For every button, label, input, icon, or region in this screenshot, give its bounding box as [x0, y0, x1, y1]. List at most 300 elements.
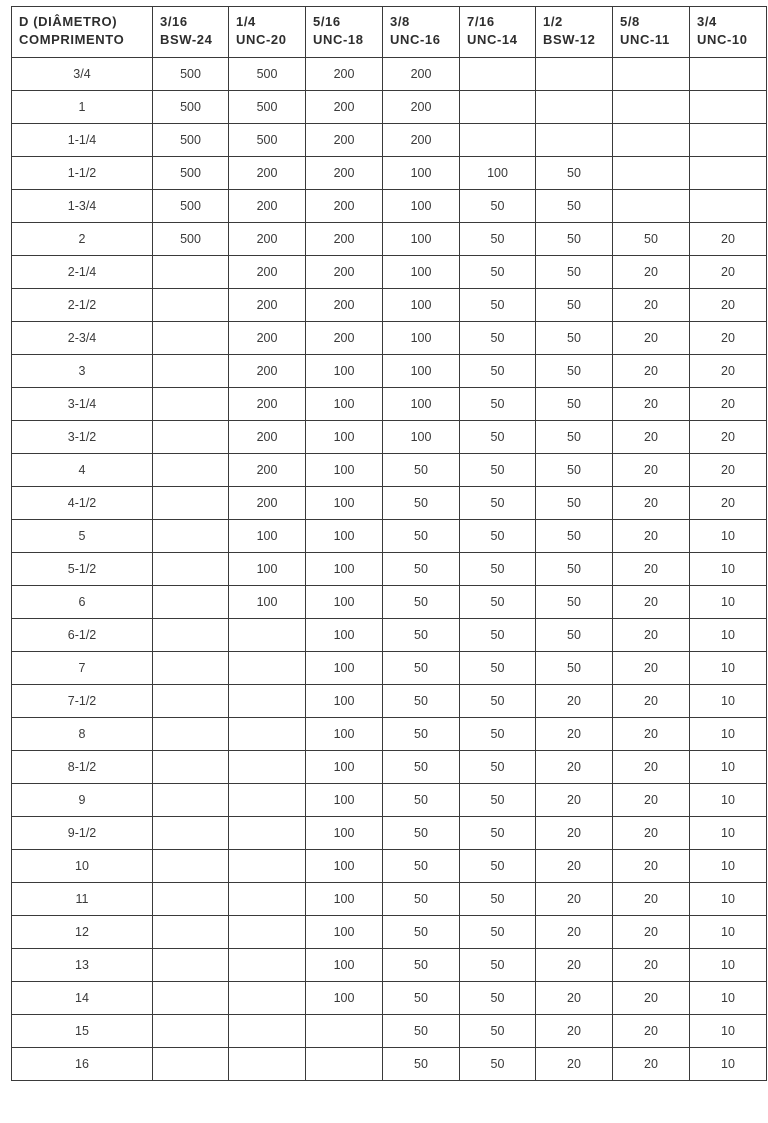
quantity-cell: 50	[383, 652, 460, 685]
quantity-cell: 100	[383, 223, 460, 256]
quantity-cell: 50	[460, 322, 536, 355]
quantity-cell: 20	[613, 718, 690, 751]
quantity-cell: 100	[383, 421, 460, 454]
quantity-cell: 20	[536, 751, 613, 784]
header-line-2: BSW-24	[160, 32, 213, 47]
quantity-cell: 50	[383, 883, 460, 916]
quantity-cell	[306, 1048, 383, 1081]
quantity-cell: 10	[690, 751, 767, 784]
quantity-cell	[229, 982, 306, 1015]
header-line-1: 5/8	[620, 14, 640, 29]
quantity-cell: 50	[460, 718, 536, 751]
quantity-cell: 50	[536, 520, 613, 553]
table-row	[12, 1015, 767, 1048]
quantity-cell: 50	[536, 652, 613, 685]
table-row	[12, 751, 767, 784]
quantity-cell: 50	[613, 223, 690, 256]
quantity-cell: 100	[306, 652, 383, 685]
quantity-cell: 50	[383, 487, 460, 520]
quantity-cell: 10	[690, 652, 767, 685]
table-row	[12, 850, 767, 883]
quantity-cell: 20	[536, 1015, 613, 1048]
quantity-cell: 50	[460, 916, 536, 949]
quantity-cell: 50	[460, 421, 536, 454]
quantity-cell: 10	[690, 850, 767, 883]
quantity-cell: 50	[460, 355, 536, 388]
quantity-cell: 500	[153, 223, 229, 256]
quantity-cell: 200	[306, 289, 383, 322]
quantity-cell: 20	[613, 751, 690, 784]
quantity-cell	[229, 916, 306, 949]
header-line-1: 5/16	[313, 14, 341, 29]
quantity-cell: 10	[690, 1048, 767, 1081]
quantity-cell	[153, 289, 229, 322]
quantity-cell: 50	[460, 817, 536, 850]
quantity-cell: 200	[306, 157, 383, 190]
quantity-cell: 50	[383, 751, 460, 784]
quantity-cell	[460, 124, 536, 157]
quantity-cell	[153, 817, 229, 850]
quantity-cell: 20	[536, 916, 613, 949]
table-row	[12, 223, 767, 256]
length-cell: 7	[12, 652, 153, 685]
quantity-cell: 500	[229, 124, 306, 157]
quantity-cell: 20	[613, 949, 690, 982]
length-cell: 3	[12, 355, 153, 388]
quantity-cell: 50	[536, 553, 613, 586]
length-cell: 3-1/2	[12, 421, 153, 454]
header-line-2: COMPRIMENTO	[19, 32, 125, 47]
quantity-cell: 200	[229, 157, 306, 190]
quantity-cell: 200	[229, 190, 306, 223]
quantity-cell: 50	[383, 454, 460, 487]
quantity-cell	[153, 883, 229, 916]
quantity-cell	[153, 949, 229, 982]
quantity-cell: 100	[306, 454, 383, 487]
quantity-cell: 200	[306, 124, 383, 157]
quantity-cell: 50	[460, 223, 536, 256]
length-cell: 6	[12, 586, 153, 619]
quantity-cell: 200	[306, 223, 383, 256]
quantity-cell: 50	[383, 850, 460, 883]
quantity-cell: 20	[690, 223, 767, 256]
quantity-cell: 20	[613, 1015, 690, 1048]
quantity-cell: 10	[690, 817, 767, 850]
quantity-cell: 200	[306, 322, 383, 355]
header-line-2: UNC-14	[467, 32, 518, 47]
quantity-cell: 10	[690, 883, 767, 916]
length-cell: 2-1/4	[12, 256, 153, 289]
quantity-cell: 500	[229, 91, 306, 124]
table-row	[12, 157, 767, 190]
quantity-cell: 20	[613, 784, 690, 817]
quantity-cell: 20	[613, 850, 690, 883]
quantity-cell: 20	[613, 421, 690, 454]
quantity-cell: 200	[306, 58, 383, 91]
quantity-cell: 500	[153, 190, 229, 223]
header-line-1: 3/4	[697, 14, 717, 29]
table-row	[12, 322, 767, 355]
table-header	[12, 7, 767, 58]
quantity-cell: 10	[690, 520, 767, 553]
quantity-cell: 20	[613, 586, 690, 619]
quantity-cell: 100	[383, 256, 460, 289]
quantity-cell	[153, 421, 229, 454]
quantity-cell: 50	[536, 223, 613, 256]
length-cell: 12	[12, 916, 153, 949]
quantity-cell: 50	[460, 850, 536, 883]
quantity-cell: 50	[536, 586, 613, 619]
quantity-cell	[153, 520, 229, 553]
header-line-1: 3/16	[160, 14, 188, 29]
length-cell: 11	[12, 883, 153, 916]
quantity-cell: 20	[690, 421, 767, 454]
quantity-cell: 50	[460, 487, 536, 520]
header-line-1: 3/8	[390, 14, 410, 29]
table-row	[12, 949, 767, 982]
quantity-cell	[690, 124, 767, 157]
quantity-cell: 50	[460, 619, 536, 652]
quantity-cell: 200	[383, 58, 460, 91]
quantity-cell: 50	[536, 157, 613, 190]
quantity-cell	[229, 817, 306, 850]
quantity-cell: 100	[306, 949, 383, 982]
quantity-cell	[613, 58, 690, 91]
quantity-cell: 100	[306, 355, 383, 388]
length-cell: 7-1/2	[12, 685, 153, 718]
quantity-cell: 20	[536, 883, 613, 916]
quantity-cell	[153, 487, 229, 520]
bolt-quantity-table	[11, 6, 767, 1081]
quantity-cell: 20	[536, 949, 613, 982]
quantity-cell: 200	[306, 256, 383, 289]
quantity-cell: 50	[383, 1015, 460, 1048]
quantity-cell: 50	[383, 586, 460, 619]
header-line-2: UNC-11	[620, 32, 670, 47]
length-cell: 8	[12, 718, 153, 751]
quantity-cell	[613, 124, 690, 157]
quantity-cell: 200	[229, 355, 306, 388]
quantity-cell	[153, 619, 229, 652]
quantity-cell: 10	[690, 982, 767, 1015]
quantity-cell: 20	[613, 1048, 690, 1081]
table-row	[12, 916, 767, 949]
quantity-cell: 100	[306, 817, 383, 850]
quantity-cell: 100	[306, 619, 383, 652]
length-cell: 4-1/2	[12, 487, 153, 520]
length-cell: 5	[12, 520, 153, 553]
header-line-2: UNC-20	[236, 32, 287, 47]
quantity-cell: 20	[536, 784, 613, 817]
quantity-cell	[153, 388, 229, 421]
quantity-cell: 100	[306, 421, 383, 454]
quantity-cell	[460, 91, 536, 124]
table-row	[12, 619, 767, 652]
header-size-3	[306, 7, 383, 58]
quantity-cell: 100	[306, 784, 383, 817]
quantity-cell: 10	[690, 586, 767, 619]
quantity-cell: 100	[306, 685, 383, 718]
length-cell: 8-1/2	[12, 751, 153, 784]
quantity-cell	[229, 685, 306, 718]
length-cell: 3-1/4	[12, 388, 153, 421]
table-row	[12, 883, 767, 916]
quantity-cell: 50	[536, 256, 613, 289]
quantity-cell: 50	[383, 784, 460, 817]
quantity-cell: 10	[690, 718, 767, 751]
quantity-cell: 20	[536, 817, 613, 850]
length-cell: 1-3/4	[12, 190, 153, 223]
quantity-cell	[153, 751, 229, 784]
quantity-cell	[229, 850, 306, 883]
quantity-cell: 50	[460, 883, 536, 916]
quantity-cell: 20	[536, 982, 613, 1015]
table-row	[12, 454, 767, 487]
quantity-cell: 100	[460, 157, 536, 190]
quantity-cell: 20	[613, 685, 690, 718]
table-row	[12, 817, 767, 850]
quantity-cell	[153, 355, 229, 388]
quantity-cell: 100	[383, 190, 460, 223]
quantity-cell	[229, 619, 306, 652]
header-length-diameter	[12, 7, 153, 58]
quantity-cell: 50	[536, 289, 613, 322]
length-cell: 15	[12, 1015, 153, 1048]
table-row	[12, 652, 767, 685]
quantity-cell: 20	[690, 487, 767, 520]
quantity-cell: 50	[460, 190, 536, 223]
quantity-cell: 50	[536, 421, 613, 454]
quantity-cell	[536, 91, 613, 124]
header-size-8	[690, 7, 767, 58]
length-cell: 14	[12, 982, 153, 1015]
quantity-cell: 20	[613, 454, 690, 487]
quantity-cell: 50	[460, 982, 536, 1015]
length-cell: 2	[12, 223, 153, 256]
quantity-cell: 100	[306, 388, 383, 421]
quantity-cell: 100	[306, 718, 383, 751]
quantity-cell	[229, 718, 306, 751]
quantity-cell: 50	[536, 454, 613, 487]
quantity-cell: 100	[229, 520, 306, 553]
quantity-cell: 100	[383, 289, 460, 322]
quantity-cell: 500	[153, 124, 229, 157]
length-cell: 1-1/2	[12, 157, 153, 190]
quantity-cell: 50	[460, 520, 536, 553]
quantity-cell: 50	[536, 487, 613, 520]
quantity-cell	[153, 1015, 229, 1048]
length-cell: 6-1/2	[12, 619, 153, 652]
quantity-cell: 50	[383, 949, 460, 982]
quantity-cell	[153, 685, 229, 718]
header-size-1	[153, 7, 229, 58]
table-row	[12, 91, 767, 124]
quantity-cell: 20	[536, 718, 613, 751]
header-row	[12, 7, 767, 58]
quantity-cell: 200	[229, 487, 306, 520]
quantity-cell: 10	[690, 619, 767, 652]
quantity-cell: 50	[460, 256, 536, 289]
quantity-cell: 10	[690, 784, 767, 817]
quantity-cell: 50	[460, 685, 536, 718]
quantity-cell: 10	[690, 949, 767, 982]
bolt-quantity-table-container	[11, 6, 766, 1081]
quantity-cell	[153, 982, 229, 1015]
quantity-cell	[229, 652, 306, 685]
quantity-cell: 100	[229, 553, 306, 586]
quantity-cell: 50	[460, 949, 536, 982]
quantity-cell: 20	[613, 652, 690, 685]
quantity-cell	[153, 586, 229, 619]
header-line-1: 1/2	[543, 14, 563, 29]
quantity-cell: 50	[460, 652, 536, 685]
table-row	[12, 256, 767, 289]
quantity-cell: 100	[306, 883, 383, 916]
table-row	[12, 982, 767, 1015]
quantity-cell: 50	[460, 586, 536, 619]
quantity-cell: 200	[306, 190, 383, 223]
length-cell: 1	[12, 91, 153, 124]
quantity-cell: 20	[613, 982, 690, 1015]
quantity-cell: 20	[613, 322, 690, 355]
header-size-6	[536, 7, 613, 58]
quantity-cell: 20	[690, 289, 767, 322]
quantity-cell	[153, 322, 229, 355]
quantity-cell: 20	[613, 487, 690, 520]
table-row	[12, 289, 767, 322]
quantity-cell: 20	[536, 685, 613, 718]
quantity-cell: 200	[383, 91, 460, 124]
quantity-cell	[690, 58, 767, 91]
quantity-cell: 100	[229, 586, 306, 619]
quantity-cell: 10	[690, 916, 767, 949]
quantity-cell: 50	[383, 685, 460, 718]
quantity-cell: 20	[690, 256, 767, 289]
quantity-cell: 100	[306, 916, 383, 949]
quantity-cell: 50	[460, 553, 536, 586]
quantity-cell: 10	[690, 1015, 767, 1048]
quantity-cell: 50	[460, 751, 536, 784]
quantity-cell: 20	[536, 850, 613, 883]
length-cell: 9-1/2	[12, 817, 153, 850]
quantity-cell: 100	[306, 982, 383, 1015]
quantity-cell: 100	[306, 850, 383, 883]
quantity-cell	[229, 1048, 306, 1081]
quantity-cell: 200	[229, 223, 306, 256]
quantity-cell: 50	[536, 355, 613, 388]
quantity-cell: 50	[536, 190, 613, 223]
table-row	[12, 784, 767, 817]
quantity-cell: 50	[383, 553, 460, 586]
length-cell: 10	[12, 850, 153, 883]
header-line-2: UNC-10	[697, 32, 748, 47]
quantity-cell: 200	[306, 91, 383, 124]
table-row	[12, 487, 767, 520]
quantity-cell: 50	[536, 619, 613, 652]
table-row	[12, 685, 767, 718]
header-line-2: BSW-12	[543, 32, 596, 47]
quantity-cell: 20	[536, 1048, 613, 1081]
quantity-cell	[153, 718, 229, 751]
quantity-cell: 200	[229, 256, 306, 289]
quantity-cell	[690, 157, 767, 190]
quantity-cell: 200	[229, 322, 306, 355]
length-cell: 13	[12, 949, 153, 982]
quantity-cell: 10	[690, 685, 767, 718]
quantity-cell: 100	[383, 157, 460, 190]
quantity-cell: 500	[229, 58, 306, 91]
quantity-cell: 50	[383, 520, 460, 553]
quantity-cell: 50	[383, 619, 460, 652]
length-cell: 9	[12, 784, 153, 817]
table-row	[12, 58, 767, 91]
header-line-2: UNC-18	[313, 32, 364, 47]
table-row	[12, 190, 767, 223]
header-line-1: 7/16	[467, 14, 495, 29]
quantity-cell: 200	[229, 388, 306, 421]
quantity-cell	[229, 883, 306, 916]
quantity-cell: 20	[690, 454, 767, 487]
quantity-cell	[229, 949, 306, 982]
quantity-cell	[153, 454, 229, 487]
quantity-cell: 20	[613, 916, 690, 949]
quantity-cell: 50	[383, 1048, 460, 1081]
quantity-cell: 200	[229, 289, 306, 322]
quantity-cell	[229, 784, 306, 817]
length-cell: 2-3/4	[12, 322, 153, 355]
table-row	[12, 355, 767, 388]
quantity-cell	[153, 1048, 229, 1081]
quantity-cell: 20	[613, 817, 690, 850]
table-row	[12, 421, 767, 454]
header-size-2	[229, 7, 306, 58]
table-row	[12, 718, 767, 751]
quantity-cell	[153, 553, 229, 586]
quantity-cell: 20	[613, 289, 690, 322]
quantity-cell	[613, 91, 690, 124]
table-row	[12, 586, 767, 619]
header-size-5	[460, 7, 536, 58]
quantity-cell: 50	[460, 454, 536, 487]
quantity-cell: 200	[229, 421, 306, 454]
header-line-1: D (DIÂMETRO)	[19, 14, 118, 29]
quantity-cell	[153, 652, 229, 685]
quantity-cell	[460, 58, 536, 91]
quantity-cell	[153, 916, 229, 949]
quantity-cell: 500	[153, 91, 229, 124]
quantity-cell: 20	[690, 388, 767, 421]
header-line-1: 1/4	[236, 14, 256, 29]
quantity-cell: 20	[613, 553, 690, 586]
quantity-cell: 50	[460, 1015, 536, 1048]
quantity-cell: 100	[383, 355, 460, 388]
quantity-cell: 100	[383, 322, 460, 355]
quantity-cell	[536, 124, 613, 157]
quantity-cell: 100	[306, 751, 383, 784]
quantity-cell: 50	[536, 322, 613, 355]
quantity-cell	[153, 784, 229, 817]
length-cell: 16	[12, 1048, 153, 1081]
quantity-cell	[613, 190, 690, 223]
table-row	[12, 520, 767, 553]
table-body	[12, 58, 767, 1081]
quantity-cell: 50	[460, 289, 536, 322]
quantity-cell: 50	[383, 718, 460, 751]
quantity-cell: 100	[306, 487, 383, 520]
quantity-cell: 50	[383, 982, 460, 1015]
quantity-cell	[153, 850, 229, 883]
header-size-7	[613, 7, 690, 58]
